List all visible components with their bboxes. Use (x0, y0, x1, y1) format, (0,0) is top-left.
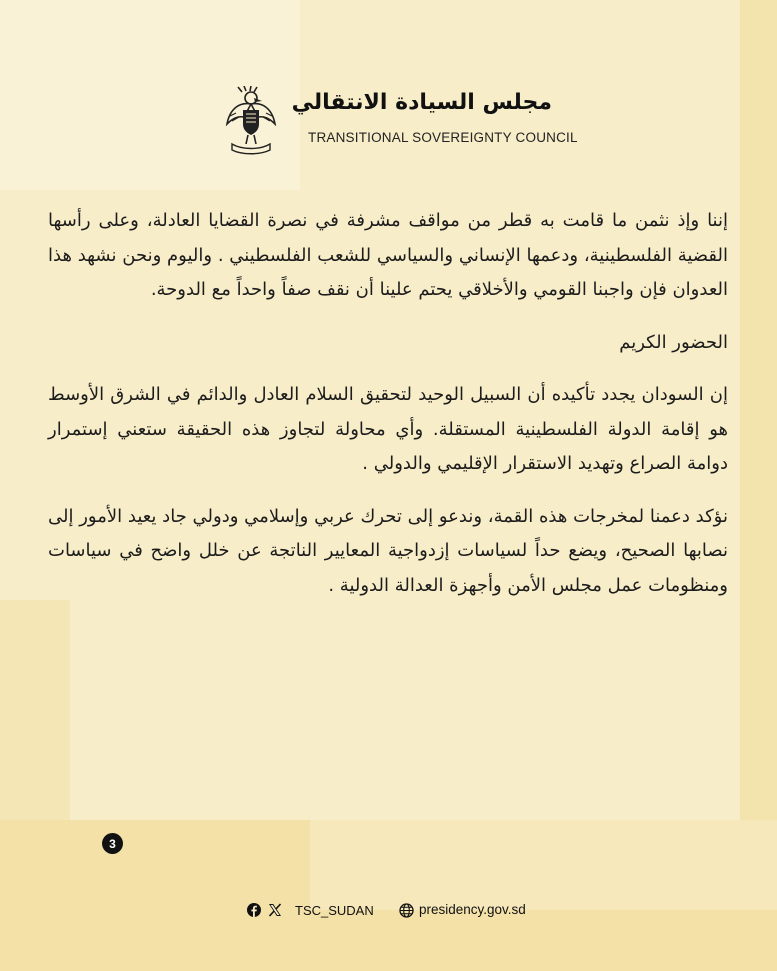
page-number-badge: 3 (102, 833, 123, 854)
secretary-bird-emblem-icon (224, 86, 278, 156)
x-icon[interactable] (268, 903, 282, 917)
council-title-arabic: مجلس السيادة الانتقالي (291, 90, 552, 115)
letterhead (224, 86, 578, 158)
social-handle[interactable]: TSC_SUDAN (295, 903, 374, 918)
paragraph: إن السودان يجدد تأكيده أن السبيل الوحيد لتحقيق السلام العادل والدائم في الشرق الأوسط هو إقامة الدولة الفلسطينية المستقلة. وأي محاولة لتجاوز هذه الحقيقة ستعني إستمرار دوامة الصراع وتهديد الاستقرار الإقليمي والدولي . (48, 384, 728, 474)
facebook-icon[interactable] (247, 903, 261, 917)
globe-icon (399, 903, 414, 918)
background-panel (0, 600, 70, 820)
statement-body (48, 204, 728, 603)
council-title-english: TRANSITIONAL SOVEREIGNTY COUNCIL (308, 130, 578, 145)
paragraph: نؤكد دعمنا لمخرجات هذه القمة، وندعو إلى تحرك عربي وإسلامي ودولي جاد يعيد الأمور إلى نصابها الصحيح، ويضع حداً لسياسات إزدواجية المعايير الناتجة عن خلل واضح في سياسات ومنظومات عمل مجلس الأمن وأجهزة العدالة الدولية . (48, 505, 728, 596)
greeting: الحضور الكريم (619, 331, 728, 353)
website-link[interactable]: presidency.gov.sd (419, 902, 526, 917)
paragraph: إننا وإذ نثمن ما قامت به قطر من مواقف مشرفة في نصرة القضايا العادلة، وعلى رأسها القضية الفلسطينية، ودعمها الإنساني والسياسي للشعب الفلسطيني . واليوم ونحن نشهد هذا العدوان فإن واجبنا القومي والأخلاقي يحتم علينا أن نقف صفاً واحداً مع الدوحة. (48, 210, 728, 300)
footer (0, 896, 777, 926)
